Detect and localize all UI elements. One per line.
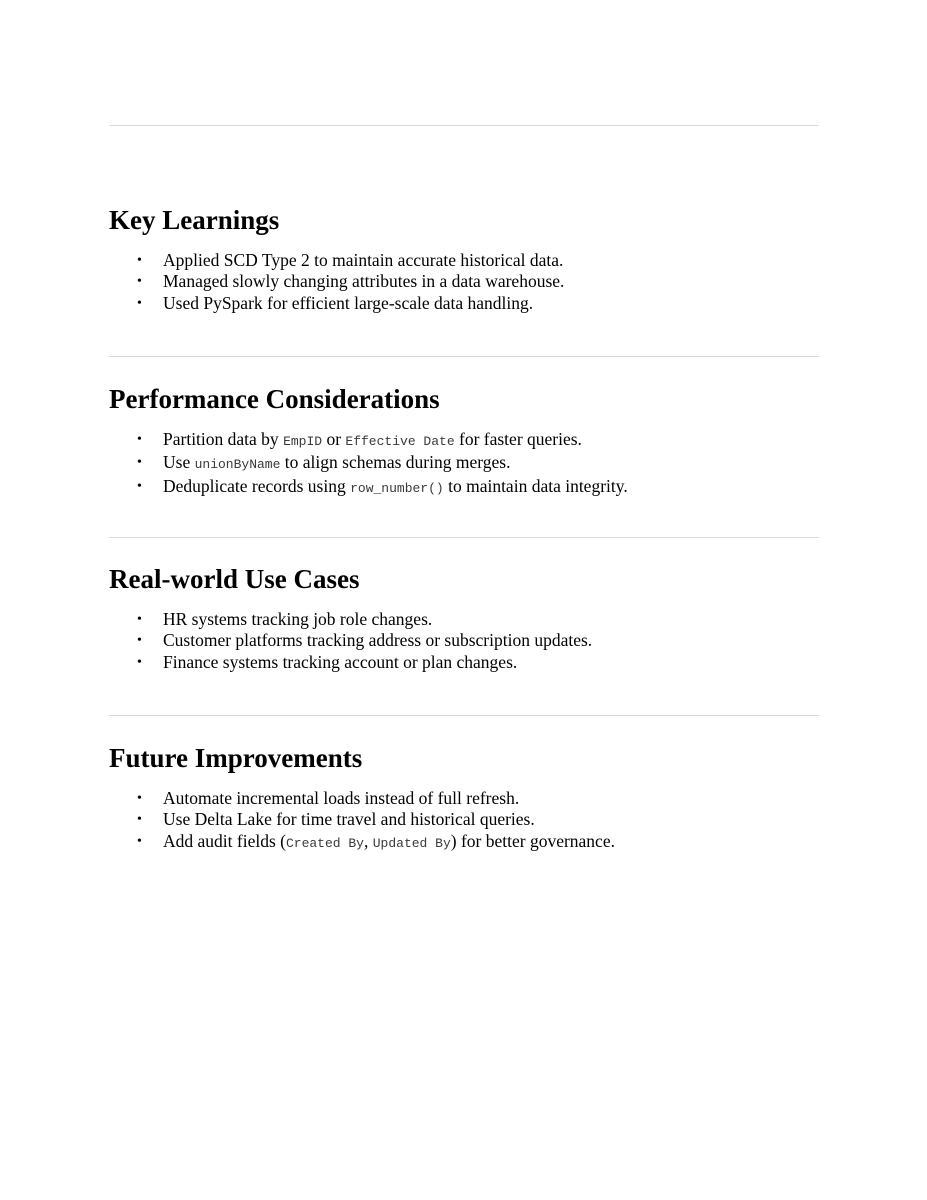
list-item: [109, 293, 819, 314]
list-item-text: Partition data by: [163, 429, 284, 449]
list-item: [109, 250, 819, 271]
bullet-icon: •: [137, 654, 142, 670]
bullet-icon: •: [137, 791, 142, 806]
bullet-list: [109, 429, 819, 499]
section-heading: Real-world Use Cases: [109, 564, 360, 594]
list-item: [109, 652, 819, 673]
list-item-text: ) for better governance.: [450, 830, 615, 851]
inline-code: EmpID: [283, 434, 323, 449]
list-item-text: Use Delta Lake for time travel and historical queries.: [163, 809, 535, 830]
list-item: [109, 630, 819, 651]
bullet-list: [109, 609, 819, 673]
section-key-learnings: [109, 204, 819, 314]
list-item-text: for faster queries.: [454, 429, 582, 449]
bullet-icon: •: [137, 633, 142, 649]
horizontal-rule: [109, 537, 819, 538]
list-item-text: Applied SCD Type 2 to maintain accurate historical data.: [163, 250, 564, 270]
list-item-text: Used PySpark for efficient large-scale data handling.: [163, 292, 534, 313]
list-item-text: to maintain data integrity.: [443, 475, 628, 496]
list-item: [109, 271, 819, 292]
section-heading: Future Improvements: [109, 743, 363, 773]
list-item: [109, 831, 819, 854]
inline-code: Updated By: [372, 835, 451, 851]
section-performance-considerations: [109, 383, 819, 499]
section-future-improvements: [109, 742, 819, 854]
section-real-world-use-cases: [109, 563, 819, 673]
list-item: [109, 452, 819, 475]
list-item-text: or: [322, 429, 346, 449]
list-item-text: Customer platforms tracking address or subscription updates.: [163, 630, 593, 651]
list-item-text: Finance systems tracking account or plan changes.: [163, 651, 518, 672]
list-item: [109, 429, 819, 452]
list-item: [109, 476, 819, 499]
list-item-text: HR systems tracking job role changes.: [163, 609, 433, 629]
horizontal-rule: [109, 125, 819, 126]
bullet-icon: •: [137, 612, 142, 627]
section-heading: Key Learnings: [109, 205, 280, 235]
list-item-text: Automate incremental loads instead of full refresh.: [163, 788, 520, 808]
inline-code: Created By: [285, 835, 364, 851]
list-item-text: Managed slowly changing attributes in a data warehouse.: [163, 271, 565, 292]
horizontal-rule: [109, 715, 819, 716]
bullet-list: [109, 788, 819, 854]
horizontal-rule: [109, 356, 819, 357]
list-item-text: ,: [363, 830, 373, 851]
inline-code: unionByName: [194, 457, 281, 473]
bullet-list: [109, 250, 819, 314]
list-item-text: Add audit fields (: [163, 830, 286, 851]
bullet-icon: •: [137, 812, 142, 828]
list-item: [109, 609, 819, 630]
bullet-icon: •: [137, 253, 142, 268]
bullet-icon: •: [137, 432, 142, 447]
list-item: [109, 788, 819, 809]
list-item-text: Use: [163, 452, 195, 473]
inline-code: row_number(): [350, 480, 444, 496]
bullet-icon: •: [137, 455, 142, 471]
section-heading: Performance Considerations: [109, 384, 440, 414]
bullet-icon: •: [137, 478, 142, 494]
list-item-text: to align schemas during merges.: [280, 452, 511, 473]
bullet-icon: •: [137, 295, 142, 311]
inline-code: Effective Date: [345, 434, 455, 449]
list-item: [109, 809, 819, 830]
bullet-icon: •: [137, 833, 142, 849]
bullet-icon: •: [137, 274, 142, 290]
list-item-text: Deduplicate records using: [163, 475, 351, 496]
